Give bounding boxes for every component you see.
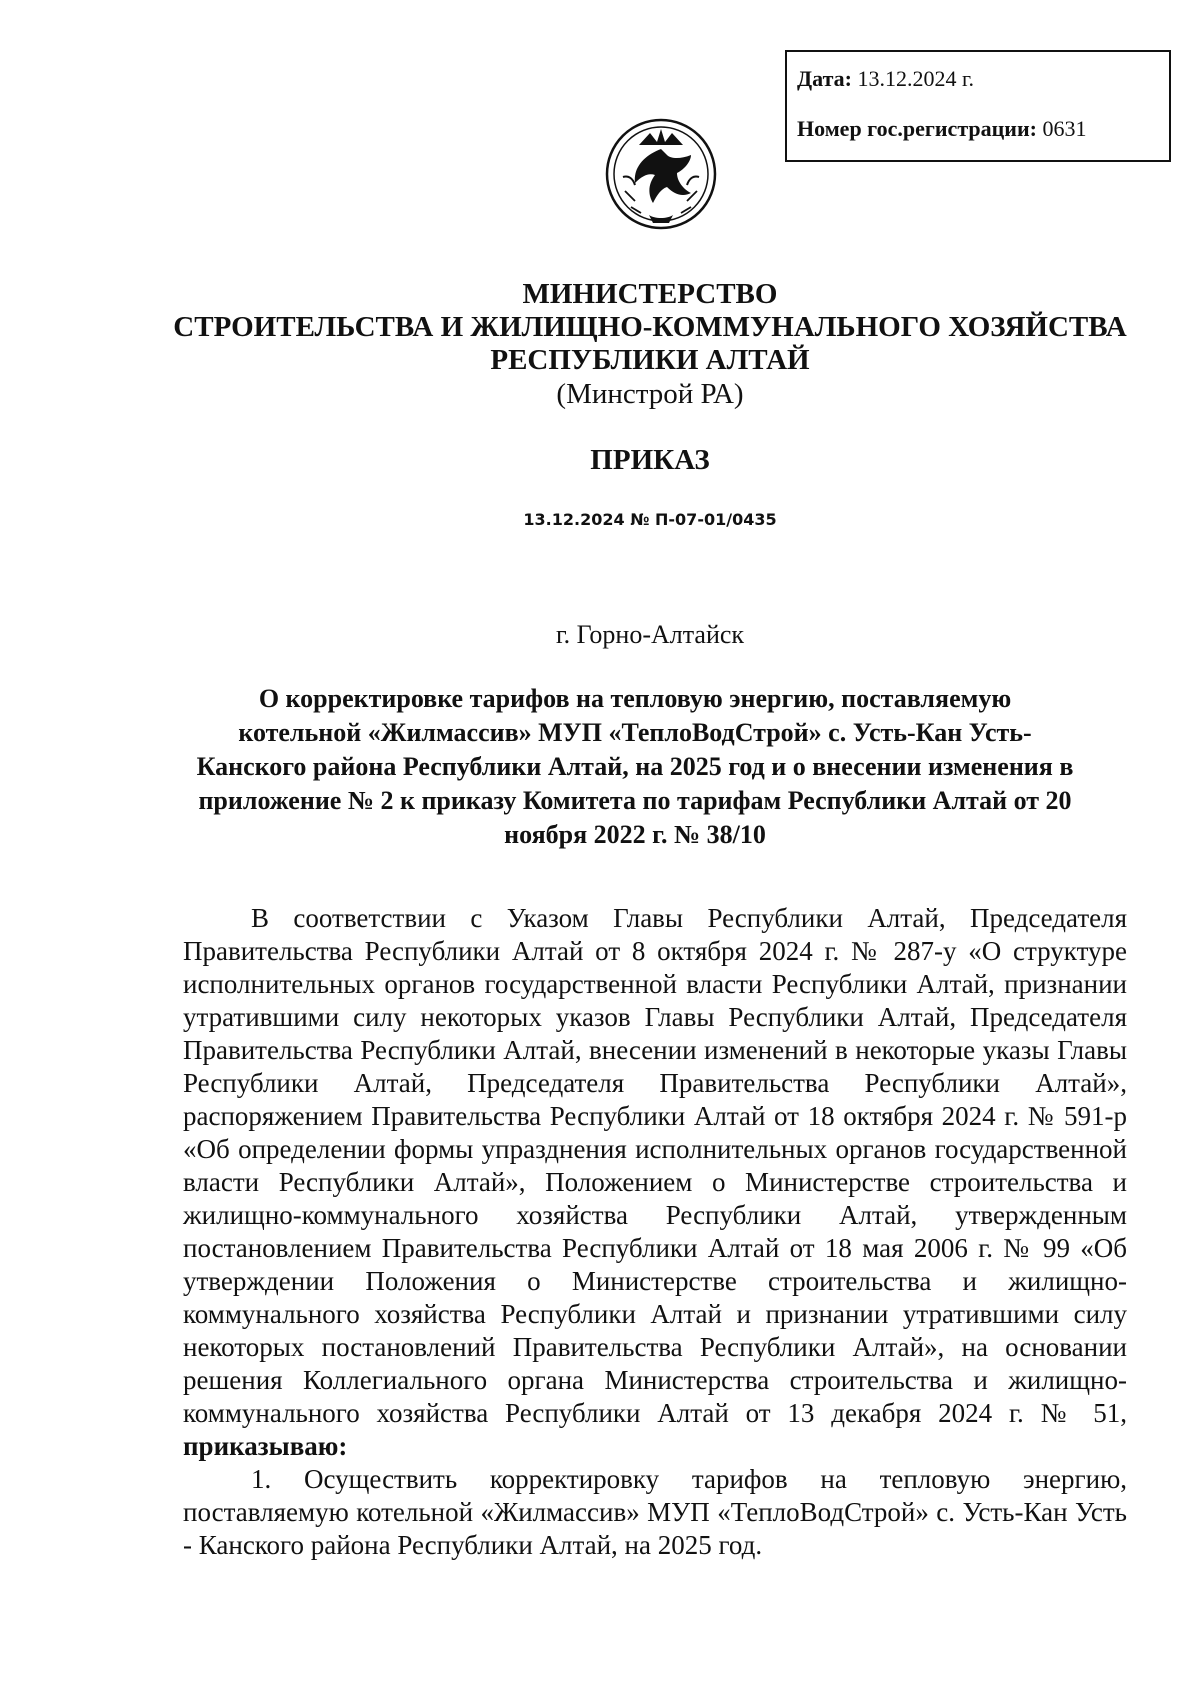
registration-number-row (797, 118, 1169, 168)
registration-number-value: 0631 (1042, 116, 1087, 141)
registration-box (785, 50, 1171, 162)
registration-number-label: Номер гос.регистрации: (797, 116, 1037, 141)
order-word: приказываю: (183, 1431, 348, 1461)
document-subject: О корректировке тарифов на тепловую энергию, поставляемую котельной «Жилмассив» МУП «ТеплоВодСтрой» с. Усть-Кан Усть-Канского района Республики Алтай, на 2025 год и о внесении изменения в приложение № 2 к приказу Комитета по тарифам Республики Алтай от 20 ноября 2022 г. № 38/10 (196, 684, 1074, 849)
document-type: ПРИКАЗ (590, 444, 710, 476)
document-city: г. Горно-Алтайск (555, 620, 745, 649)
document-preamble (183, 902, 1127, 1463)
document-number: 13.12.2024 № П-07-01/0435 (523, 510, 777, 529)
registration-date-value: 13.12.2024 г. (857, 66, 975, 91)
ministry-title-line3: РЕСПУБЛИКИ АЛТАЙ (490, 344, 810, 376)
registration-date-row (797, 68, 1169, 118)
ministry-title-line2: СТРОИТЕЛЬСТВА И ЖИЛИЩНО-КОММУНАЛЬНОГО ХОЗЯЙСТВА (173, 311, 1127, 343)
preamble-text: В соответствии с Указом Главы Республики Алтай, Председателя Правительства Республики Алтай от 8 октября 2024 г. № 287-у «О структуре исполнительных органов государственной власти Республики Алтай, признании утратившими силу некоторых указов Главы Республики Алтай, Председателя Правительства Республики Алтай, внесении изменений в некоторые указы Главы Республики Алтай, Председателя Правительства Республики Алтай», распоряжением Правительства Республики Алтай от 18 октября 2024 г. № 591-р «Об определении формы упразднения исполнительных органов государственной власти Республики Алтай», Положением о Министерстве строительства и жилищно-коммунального хозяйства Республики Алтай, утвержденным постановлением Правительства Республики Алтай от 18 мая 2006 г. № 99 «Об утверждении Положения о Министерстве строительства и жилищно-коммунального хозяйства Республики Алтай и признании утратившими силу некоторых постановлений Правительства Республики Алтай», на основании решения Коллегиального органа Министерства строительства и жилищно-коммунального хозяйства Республики Алтай от 13 декабря 2024 г. № 51, (183, 903, 1127, 1428)
coat-of-arms-icon (605, 115, 718, 233)
ministry-short-name: (Минстрой РА) (556, 378, 744, 410)
order-item-1: 1. Осуществить корректировку тарифов на тепловую энергию, поставляемую котельной «Жилмассив» МУП «ТеплоВодСтрой» с. Усть-Кан Усть - Канского района Республики Алтай, на 2025 год. (183, 1464, 1127, 1560)
ministry-title-line1: МИНИСТЕРСТВО (522, 278, 778, 310)
registration-date-label: Дата: (797, 66, 852, 91)
